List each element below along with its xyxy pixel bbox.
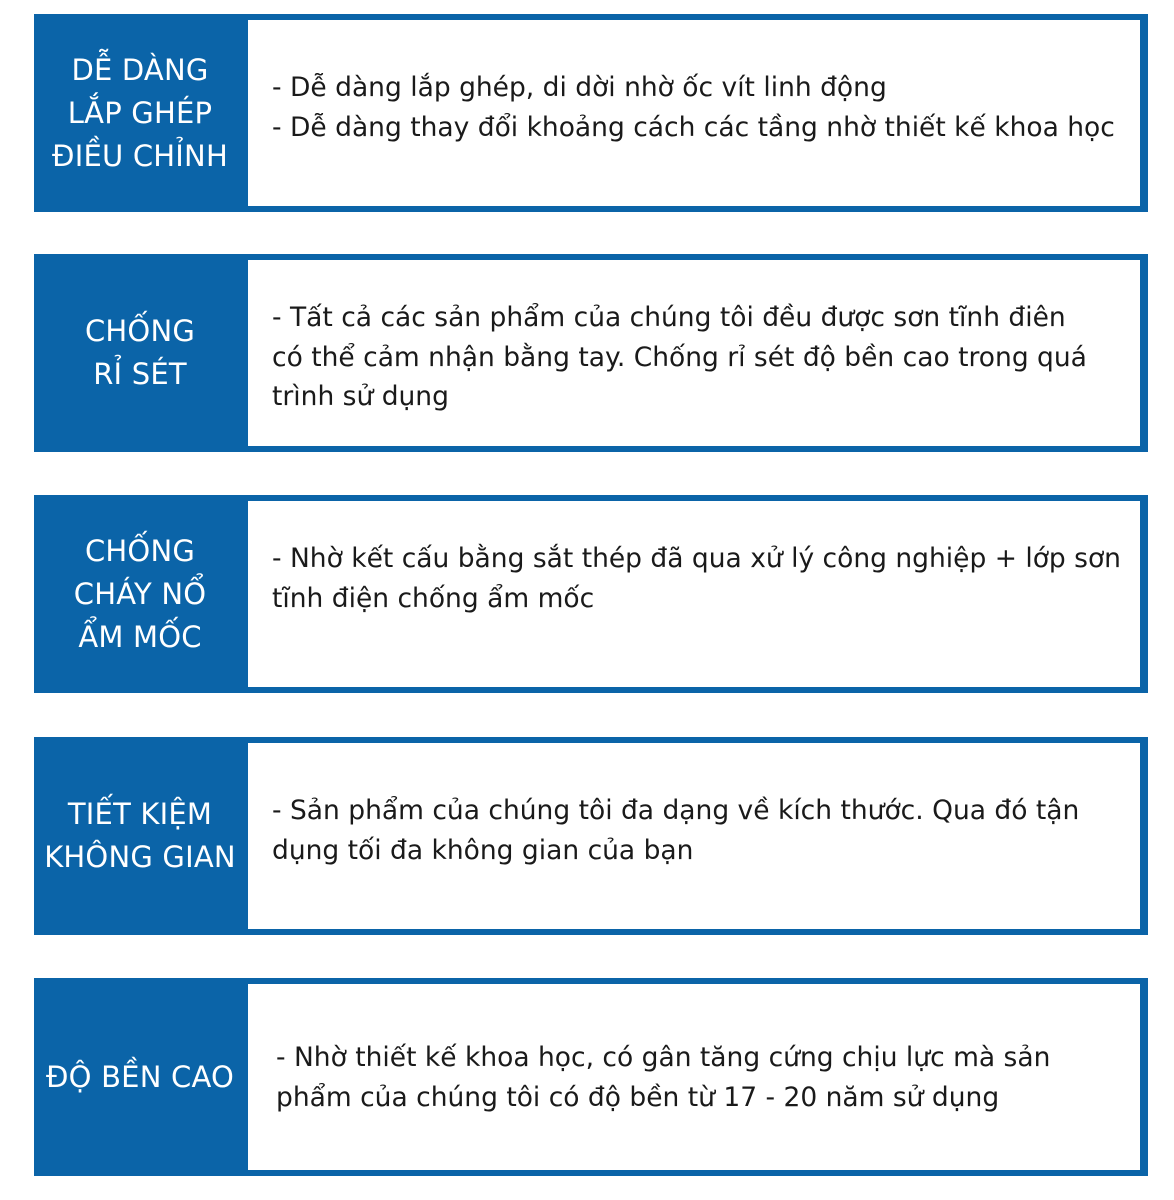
feature-title-line: RỈ SÉT (93, 357, 187, 391)
feature-title-line: KHÔNG GIAN (44, 840, 236, 874)
feature-title-line: ẨM MỐC (78, 619, 202, 654)
feature-title-line: CHỐNG (84, 314, 196, 348)
feature-description-line: - Tất cả các sản phẩm của chúng tôi đều được sơn tĩnh điên (272, 302, 1066, 333)
feature-description-line: - Sản phẩm của chúng tôi đa dạng về kích thước. Qua đó tận (272, 795, 1080, 826)
feature-block-rust-resistant (34, 254, 1148, 452)
feature-description (248, 260, 1140, 446)
feature-description-line: tĩnh điện chống ẩm mốc (272, 582, 595, 614)
feature-title (34, 254, 246, 452)
feature-description-line: - Dễ dàng lắp ghép, di dời nhờ ốc vít linh động (272, 72, 887, 103)
feature-description-line: dụng tối đa không gian của bạn (272, 834, 694, 866)
feature-title (34, 737, 246, 935)
feature-title (34, 495, 246, 693)
feature-description (248, 20, 1140, 206)
feature-description-line: - Dễ dàng thay đổi khoảng cách các tầng nhờ thiết kế khoa học (272, 111, 1115, 143)
feature-block-fire-mold-resistant (34, 495, 1148, 693)
feature-title (34, 14, 246, 212)
feature-description-line: trình sử dụng (272, 381, 449, 412)
feature-title (34, 978, 246, 1176)
feature-title-line: ĐIỀU CHỈNH (52, 138, 228, 173)
feature-description-line: phẩm của chúng tôi có độ bền từ 17 - 20 năm sử dụng (276, 1081, 1000, 1113)
feature-title-line: CHÁY NỔ (73, 576, 207, 611)
feature-title-line: TIẾT KIỆM (67, 797, 213, 831)
feature-description (248, 501, 1140, 687)
feature-description (248, 984, 1140, 1170)
feature-description-line: - Nhờ kết cấu bằng sắt thép đã qua xử lý công nghiệp + lớp sơn (272, 543, 1121, 574)
feature-title-line: ĐỘ BỀN CAO (45, 1059, 235, 1094)
feature-description-line: - Nhờ thiết kế khoa học, có gân tăng cứng chịu lực mà sản (276, 1042, 1051, 1073)
feature-description (248, 743, 1140, 929)
feature-title-line: DỄ DÀNG (71, 52, 209, 87)
feature-block-high-durability (34, 978, 1148, 1176)
feature-title-line: CHỐNG (84, 533, 196, 568)
feature-description-line: có thể cảm nhận bằng tay. Chống rỉ sét độ bền cao trong quá (272, 341, 1087, 373)
feature-block-space-saving (34, 737, 1148, 935)
feature-block-easy-assembly (34, 14, 1148, 212)
feature-title-line: LẮP GHÉP (67, 95, 213, 130)
